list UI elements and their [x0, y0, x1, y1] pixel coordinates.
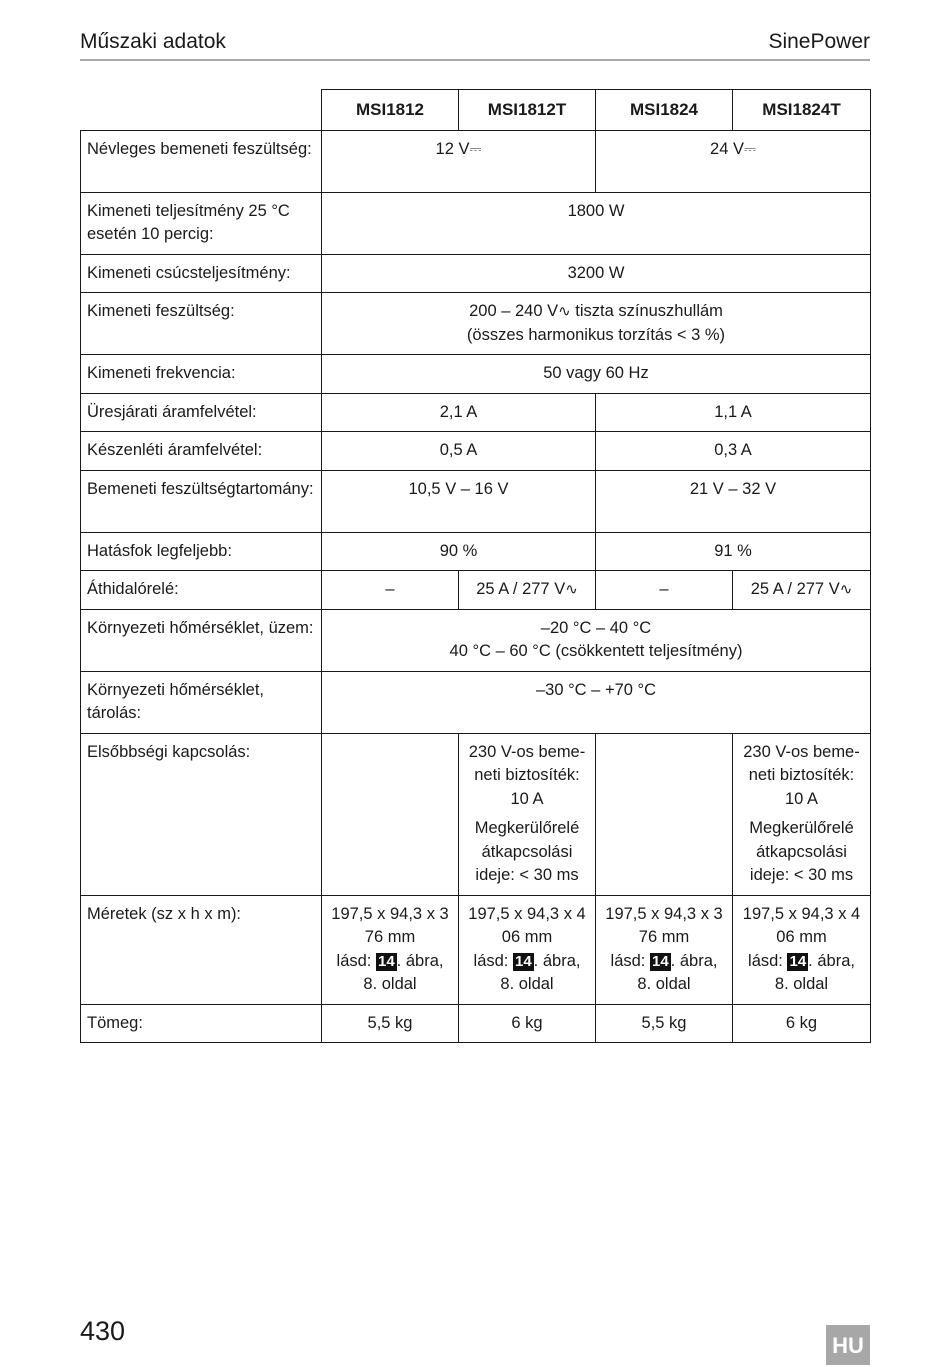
table-cell: 200 – 240 V∿ tiszta színuszhullám (összes harmonikus torzítás < 3 %) — [322, 293, 871, 355]
table-cell: 25 A / 277 V∿ — [459, 571, 596, 610]
table-row — [81, 571, 871, 610]
row-label: Tömeg: — [81, 1004, 322, 1043]
table-cell: 0,5 A — [322, 432, 596, 471]
table-cell: 24 V⎓ — [596, 130, 871, 192]
table-cell — [322, 733, 459, 895]
table-row — [81, 130, 871, 192]
table-cell: 50 vagy 60 Hz — [322, 355, 871, 394]
table-cell: 0,3 A — [596, 432, 871, 471]
table-cell: 197,5 x 94,3 x 3 76 mm lásd: 14 . ábra, 8. oldal — [596, 895, 733, 1004]
header-divider — [80, 59, 870, 61]
table-row — [81, 192, 871, 254]
figure-number-badge: 14 — [789, 952, 807, 970]
table-row — [81, 432, 871, 471]
table-cell: 10,5 V – 16 V — [322, 470, 596, 532]
table-cell: 6 kg — [733, 1004, 871, 1043]
figure-number-badge: 14 — [514, 952, 532, 970]
table-row — [81, 895, 871, 1004]
table-cell: 5,5 kg — [596, 1004, 733, 1043]
row-label: Környezeti hőmérséklet, üzem: — [81, 609, 322, 671]
table-cell: 6 kg — [459, 1004, 596, 1043]
figure-number-badge: 14 — [377, 952, 395, 970]
table-cell: 91 % — [596, 532, 871, 571]
table-cell: – — [596, 571, 733, 610]
row-label: Elsőbbségi kapcsolás: — [81, 733, 322, 895]
row-label: Üresjárati áramfelvétel: — [81, 393, 322, 432]
row-label: Hatásfok legfeljebb: — [81, 532, 322, 571]
table-cell: 3200 W — [322, 254, 871, 293]
table-row — [81, 671, 871, 733]
table-cell: 90 % — [322, 532, 596, 571]
technical-data-table — [80, 89, 871, 1043]
ac-symbol-icon: ∿ — [565, 581, 578, 598]
table-row — [81, 470, 871, 532]
table-row — [81, 733, 871, 895]
table-cell: 197,5 x 94,3 x 4 06 mm lásd: 14 . ábra, 8. oldal — [733, 895, 871, 1004]
column-header: MSI1824T — [733, 90, 871, 131]
page-number: 430 — [80, 1316, 126, 1346]
product-name: SinePower — [768, 30, 870, 53]
column-header: MSI1824 — [596, 90, 733, 131]
table-row — [81, 532, 871, 571]
table-header-row — [81, 90, 871, 131]
table-cell — [596, 733, 733, 895]
row-label: Környezeti hőmérséklet, tárolás: — [81, 671, 322, 733]
table-cell: 230 V-os beme- neti biztosíték: 10 A Megkerülőrelé átkapcsolási ideje: < 30 ms — [733, 733, 871, 895]
table-cell: 1800 W — [322, 192, 871, 254]
table-cell: 12 V⎓ — [322, 130, 596, 192]
row-label: Bemeneti feszültségtartomány: — [81, 470, 322, 532]
table-cell: 21 V – 32 V — [596, 470, 871, 532]
table-row — [81, 393, 871, 432]
dc-symbol-icon: ⎓ — [469, 140, 482, 158]
table-cell: –30 °C – +70 °C — [322, 671, 871, 733]
table-row — [81, 355, 871, 394]
table-row — [81, 609, 871, 671]
row-label: Áthidalórelé: — [81, 571, 322, 610]
table-cell: 1,1 A — [596, 393, 871, 432]
row-label: Méretek (sz x h x m): — [81, 895, 322, 1004]
row-label: Kimeneti csúcsteljesítmény: — [81, 254, 322, 293]
table-cell: –20 °C – 40 °C 40 °C – 60 °C (csökkentett teljesítmény) — [322, 609, 871, 671]
table-row — [81, 1004, 871, 1043]
row-label: Kimeneti feszültség: — [81, 293, 322, 355]
table-cell: 230 V-os beme- neti biztosíték: 10 A Megkerülőrelé átkapcsolási ideje: < 30 ms — [459, 733, 596, 895]
dc-symbol-icon: ⎓ — [743, 140, 756, 158]
row-label: Névleges bemeneti feszültség: — [81, 130, 322, 192]
table-cell: 25 A / 277 V∿ — [733, 571, 871, 610]
section-title: Műszaki adatok — [80, 30, 226, 53]
table-cell: 197,5 x 94,3 x 3 76 mm lásd: 14 . ábra, 8. oldal — [322, 895, 459, 1004]
ac-symbol-icon: ∿ — [558, 303, 571, 320]
table-cell: 2,1 A — [322, 393, 596, 432]
row-label: Készenléti áramfelvétel: — [81, 432, 322, 471]
table-cell: – — [322, 571, 459, 610]
figure-number-badge: 14 — [651, 952, 669, 970]
table-corner — [81, 90, 322, 131]
row-label: Kimeneti teljesítmény 25 °C esetén 10 percig: — [81, 192, 322, 254]
table-cell: 197,5 x 94,3 x 4 06 mm lásd: 14 . ábra, 8. oldal — [459, 895, 596, 1004]
page-header — [80, 28, 870, 58]
table-cell: 5,5 kg — [322, 1004, 459, 1043]
row-label: Kimeneti frekvencia: — [81, 355, 322, 394]
table-row — [81, 254, 871, 293]
language-tab: HU — [826, 1325, 870, 1365]
column-header: MSI1812T — [459, 90, 596, 131]
table-row — [81, 293, 871, 355]
ac-symbol-icon: ∿ — [839, 581, 853, 598]
column-header: MSI1812 — [322, 90, 459, 131]
